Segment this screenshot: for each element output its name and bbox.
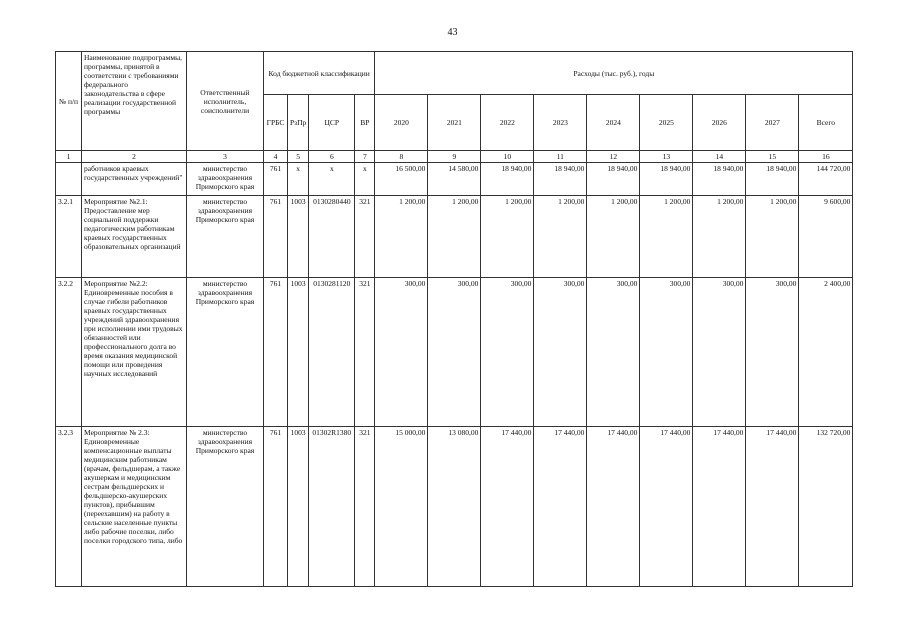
row-value: 300,00 <box>587 278 640 427</box>
index-cell: 14 <box>693 151 746 163</box>
row-csr: 0130280440 <box>309 196 355 278</box>
row-value: 1 200,00 <box>375 196 428 278</box>
table-row <box>56 163 853 196</box>
row-value: 18 940,00 <box>746 163 799 196</box>
index-row <box>56 151 853 163</box>
index-cell: 4 <box>264 151 288 163</box>
index-cell: 10 <box>481 151 534 163</box>
row-value: 17 440,00 <box>693 427 746 587</box>
row-vr: 321 <box>355 196 375 278</box>
header-vr: ВР <box>355 95 375 151</box>
row-rzpr: 1003 <box>288 427 309 587</box>
index-cell: 12 <box>587 151 640 163</box>
row-value: 18 940,00 <box>534 163 587 196</box>
index-cell: 8 <box>375 151 428 163</box>
row-value: 300,00 <box>534 278 587 427</box>
row-value: 14 580,00 <box>428 163 481 196</box>
row-value: 17 440,00 <box>587 427 640 587</box>
row-value: 17 440,00 <box>746 427 799 587</box>
row-num: 3.2.1 <box>56 196 82 278</box>
index-cell: 11 <box>534 151 587 163</box>
row-value: 17 440,00 <box>640 427 693 587</box>
header-year: 2022 <box>481 95 534 151</box>
row-grbs: 761 <box>264 163 288 196</box>
row-value: 1 200,00 <box>693 196 746 278</box>
row-value: 1 200,00 <box>587 196 640 278</box>
row-num <box>56 163 82 196</box>
header-year: 2025 <box>640 95 693 151</box>
row-total: 132 720,00 <box>799 427 853 587</box>
header-year: 2027 <box>746 95 799 151</box>
index-cell: 15 <box>746 151 799 163</box>
row-value: 18 940,00 <box>693 163 746 196</box>
row-executor: министерство здравоохранения Приморского края <box>187 163 264 196</box>
row-executor: министерство здравоохранения Приморского края <box>187 196 264 278</box>
row-value: 18 940,00 <box>640 163 693 196</box>
table-row <box>56 278 853 427</box>
header-total: Всего <box>799 95 853 151</box>
row-name: работников краевых государственных учреждений" <box>82 163 187 196</box>
header-year: 2024 <box>587 95 640 151</box>
header-year: 2023 <box>534 95 587 151</box>
index-cell: 7 <box>355 151 375 163</box>
row-value: 300,00 <box>640 278 693 427</box>
row-value: 300,00 <box>481 278 534 427</box>
row-value: 13 080,00 <box>428 427 481 587</box>
row-rzpr: 1003 <box>288 278 309 427</box>
row-value: 300,00 <box>746 278 799 427</box>
row-name: Мероприятие №2.2: Единовременные пособия в случае гибели работников краевых государственных учреждений здравоохранения при исполнении ими трудовых обязанностей или профессионального долга во время оказания медицинской помощи или проведения научных исследований <box>82 278 187 427</box>
header-csr: ЦСР <box>309 95 355 151</box>
index-cell: 3 <box>187 151 264 163</box>
header-name: Наименование подпрограммы, программы, принятой в соответствии с требованиями федерального законодательства в сфере реализации государственной программы <box>82 52 187 151</box>
row-grbs: 761 <box>264 278 288 427</box>
row-value: 17 440,00 <box>481 427 534 587</box>
row-total: 9 600,00 <box>799 196 853 278</box>
budget-table <box>55 51 853 587</box>
header-rzpr: РзПр <box>288 95 309 151</box>
header-code-group: Код бюджетной классификации <box>264 52 375 95</box>
row-value: 16 500,00 <box>375 163 428 196</box>
row-value: 1 200,00 <box>481 196 534 278</box>
row-rzpr: x <box>288 163 309 196</box>
index-cell: 6 <box>309 151 355 163</box>
row-value: 18 940,00 <box>481 163 534 196</box>
header-year: 2021 <box>428 95 481 151</box>
header-year: 2026 <box>693 95 746 151</box>
row-csr: x <box>309 163 355 196</box>
index-cell: 5 <box>288 151 309 163</box>
row-total: 2 400,00 <box>799 278 853 427</box>
row-value: 300,00 <box>428 278 481 427</box>
row-vr: x <box>355 163 375 196</box>
index-cell: 13 <box>640 151 693 163</box>
row-vr: 321 <box>355 427 375 587</box>
header-executor: Ответственный исполнитель, соисполнители <box>187 52 264 151</box>
row-grbs: 761 <box>264 196 288 278</box>
table-row <box>56 196 853 278</box>
row-value: 300,00 <box>693 278 746 427</box>
row-value: 1 200,00 <box>746 196 799 278</box>
row-vr: 321 <box>355 278 375 427</box>
row-value: 18 940,00 <box>587 163 640 196</box>
page-number: 43 <box>447 27 458 38</box>
index-cell: 1 <box>56 151 82 163</box>
row-value: 1 200,00 <box>534 196 587 278</box>
row-rzpr: 1003 <box>288 196 309 278</box>
header-expense-group: Расходы (тыс. руб.), годы <box>375 52 853 95</box>
row-value: 15 000,00 <box>375 427 428 587</box>
row-name: Мероприятие №2.1: Предоставление мер социальной поддержки педагогическим работникам краевых государственных образовательных организаций <box>82 196 187 278</box>
header-grbs: ГРБС <box>264 95 288 151</box>
row-value: 1 200,00 <box>640 196 693 278</box>
row-value: 300,00 <box>375 278 428 427</box>
row-value: 17 440,00 <box>534 427 587 587</box>
row-csr: 01302R1380 <box>309 427 355 587</box>
row-total: 144 720,00 <box>799 163 853 196</box>
row-grbs: 761 <box>264 427 288 587</box>
row-num: 3.2.2 <box>56 278 82 427</box>
row-executor: министерство здравоохранения Приморского края <box>187 278 264 427</box>
row-value: 1 200,00 <box>428 196 481 278</box>
row-num: 3.2.3 <box>56 427 82 587</box>
index-cell: 16 <box>799 151 853 163</box>
table-row <box>56 427 853 587</box>
header-num: № п/п <box>56 52 82 151</box>
header-year: 2020 <box>375 95 428 151</box>
row-executor: министерство здравоохранения Приморского края <box>187 427 264 587</box>
row-csr: 0130281120 <box>309 278 355 427</box>
row-name: Мероприятие № 2.3: Единовременные компенсационные выплаты медицинским работникам (врачам, фельдшерам, а также акушеркам и медицинским сестрам фельдшерских и фельдшерско-акушерских пунктов), прибывшим (переехавшим) на работу в сельские населенные пункты либо рабочие поселки, либо поселки городского типа, либо <box>82 427 187 587</box>
index-cell: 9 <box>428 151 481 163</box>
index-cell: 2 <box>82 151 187 163</box>
